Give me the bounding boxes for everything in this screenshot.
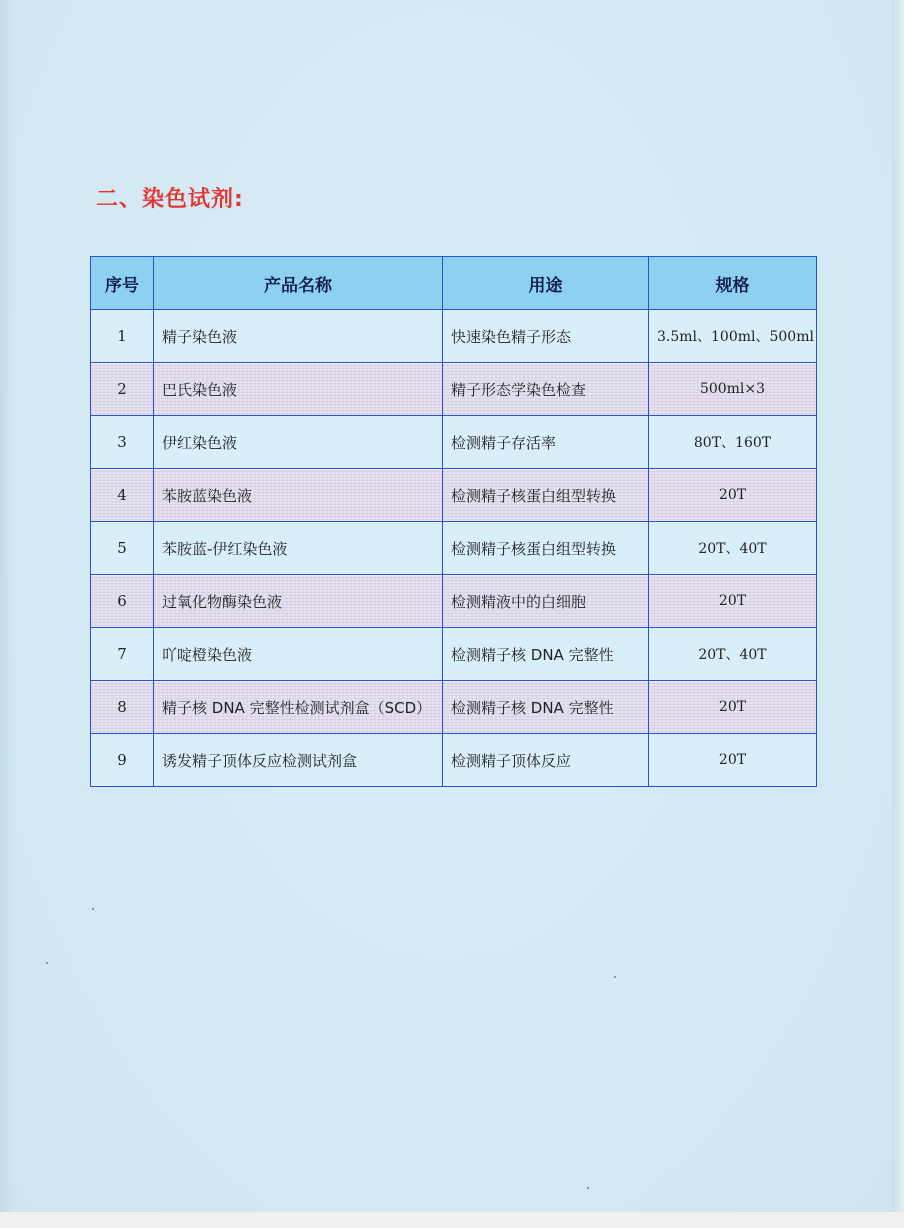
row-spec: 20T、40T <box>649 522 817 575</box>
row-index: 2 <box>91 363 154 416</box>
row-name: 巴氏染色液 <box>154 363 443 416</box>
paper-speck <box>92 908 94 910</box>
row-name: 精子染色液 <box>154 310 443 363</box>
page-bottom-edge <box>0 1212 904 1228</box>
row-name: 诱发精子顶体反应检测试剂盒 <box>154 734 443 787</box>
table-row <box>91 628 817 681</box>
row-index: 6 <box>91 575 154 628</box>
table-row <box>91 416 817 469</box>
row-index: 5 <box>91 522 154 575</box>
row-use: 检测精子核 DNA 完整性 <box>443 681 649 734</box>
row-use: 检测精液中的白细胞 <box>443 575 649 628</box>
row-use: 检测精子核蛋白组型转换 <box>443 522 649 575</box>
row-index: 1 <box>91 310 154 363</box>
row-index: 4 <box>91 469 154 522</box>
table-row <box>91 575 817 628</box>
row-use: 检测精子顶体反应 <box>443 734 649 787</box>
row-index: 9 <box>91 734 154 787</box>
table-row <box>91 310 817 363</box>
row-use: 检测精子核蛋白组型转换 <box>443 469 649 522</box>
page-left-shadow <box>0 0 14 1212</box>
row-spec: 500ml×3 <box>649 363 817 416</box>
row-use: 精子形态学染色检查 <box>443 363 649 416</box>
row-spec: 20T <box>649 734 817 787</box>
table-row <box>91 363 817 416</box>
row-name: 过氧化物酶染色液 <box>154 575 443 628</box>
table-row <box>91 681 817 734</box>
row-index: 3 <box>91 416 154 469</box>
table-header-row <box>91 257 817 310</box>
header-name: 产品名称 <box>154 257 443 310</box>
product-table <box>90 256 817 787</box>
page-right-edge <box>892 0 904 1212</box>
row-use: 快速染色精子形态 <box>443 310 649 363</box>
paper-speck <box>614 976 616 978</box>
header-spec: 规格 <box>649 257 817 310</box>
table-row <box>91 522 817 575</box>
row-index: 8 <box>91 681 154 734</box>
paper-speck <box>46 962 48 964</box>
row-index: 7 <box>91 628 154 681</box>
row-name: 精子核 DNA 完整性检测试剂盒（SCD） <box>154 681 443 734</box>
row-use: 检测精子核 DNA 完整性 <box>443 628 649 681</box>
row-spec: 80T、160T <box>649 416 817 469</box>
paper-speck <box>587 1187 589 1189</box>
row-name: 伊红染色液 <box>154 416 443 469</box>
row-spec: 20T <box>649 575 817 628</box>
row-name: 吖啶橙染色液 <box>154 628 443 681</box>
row-use: 检测精子存活率 <box>443 416 649 469</box>
header-use: 用途 <box>443 257 649 310</box>
row-spec: 3.5ml、100ml、500ml <box>649 310 817 363</box>
row-name: 苯胺蓝-伊红染色液 <box>154 522 443 575</box>
row-spec: 20T、40T <box>649 628 817 681</box>
header-index: 序号 <box>91 257 154 310</box>
row-name: 苯胺蓝染色液 <box>154 469 443 522</box>
row-spec: 20T <box>649 469 817 522</box>
table-row <box>91 469 817 522</box>
section-title: 二、染色试剂: <box>96 187 244 212</box>
row-spec: 20T <box>649 681 817 734</box>
table-row <box>91 734 817 787</box>
